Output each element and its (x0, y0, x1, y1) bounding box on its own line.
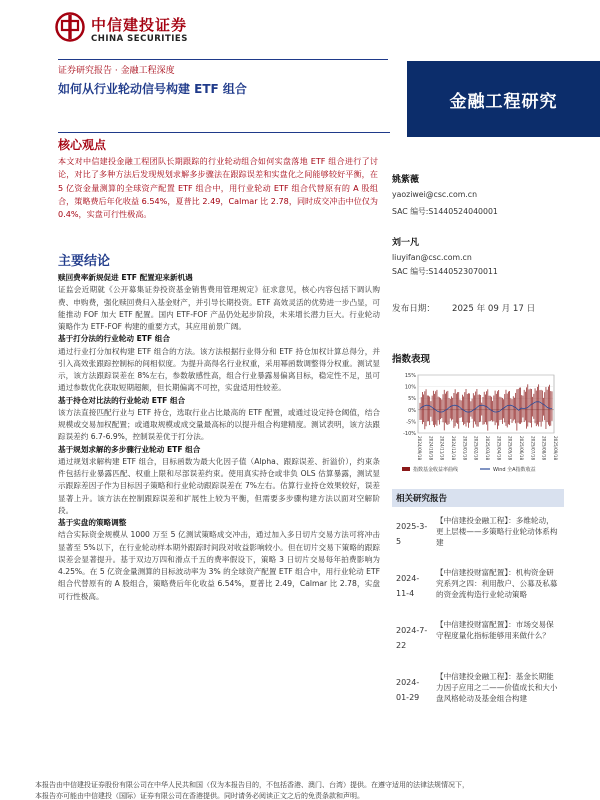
publish-label: 发布日期： (392, 304, 435, 314)
x-tick-label: 2025/05/18 (507, 436, 513, 461)
related-report-date: 2025-3-5 (396, 522, 428, 546)
related-report-date: 2024-01-29 (396, 678, 420, 702)
x-tick-label: 2025/02/18 (473, 436, 479, 461)
index-performance-chart (392, 367, 562, 477)
header-divider (58, 59, 388, 60)
x-tick-label: 2025/04/18 (496, 436, 502, 461)
x-tick-label: 2024/11/18 (439, 436, 445, 461)
logo-mark-icon (55, 12, 85, 42)
analyst-sac: SAC 编号:S1440524040001 (392, 207, 498, 216)
related-report-title[interactable]: 【中信建投财富配置】：市场交易保守程度量化指标能够用来做什么？ (436, 620, 554, 640)
related-research (392, 489, 564, 715)
analyst-name: 刘一凡 (392, 238, 420, 248)
x-tick-label: 2025/06/18 (519, 436, 524, 461)
section-heading: 基于规划求解的多步骤行业轮动 ETF 组合 (58, 444, 201, 454)
index-chart-svg (392, 367, 562, 477)
section-heading: 基于打分法的行业轮动 ETF 组合 (58, 334, 170, 344)
section-text: 证监会近期就《公开募集证券投资基金销售费用管理规定》征求意见，核心内容包括下调认购费、申购费，强化赎回费归入基金财产，并引导长期投资。ETF 高效灵活的优势进一步凸显，可能推动 FOF 加大 ETF 配置。国内 ETF-FOF 产品仍处起步阶段，未来增长潜力巨大。行业轮动策略作为 ETF-FOF 构建的重要方式，其应用前景广阔。 (58, 285, 380, 331)
related-research-title: 相关研究报告 (392, 489, 564, 507)
related-report-title[interactable]: 【中信建投财富配置】：机构资金研究系列之四：利用散户、公募及私募的资金流构造行业轮动策略 (436, 568, 558, 599)
x-tick-label: 2025/07/18 (530, 436, 536, 461)
y-tick-label: 5% (408, 396, 416, 403)
x-tick-label: 2025/09/18 (553, 436, 558, 461)
conclusion-heading: 主要结论 (58, 254, 111, 269)
x-tick-label: 2025/03/18 (485, 436, 490, 461)
section-heading: 基于实盘的策略调整 (58, 518, 127, 527)
y-tick-label: -10% (403, 431, 416, 437)
related-report-item[interactable] (392, 567, 564, 611)
report-title: 如何从行业轮动信号构建 ETF 组合 (58, 82, 247, 96)
series-line (420, 402, 552, 412)
brand-logo (55, 12, 225, 48)
legend-label: Wind 全A指数收益 (493, 467, 536, 473)
report-type: 证券研究报告 · 金融工程深度 (58, 66, 175, 76)
related-report-date: 2024-11-4 (396, 574, 420, 598)
disclaimer-line: 本报告由中信建投证券股份有限公司在中华人民共和国（仅为本报告目的，不包括香港、澳门、台湾）提供。在遵守适用的法律法规情况下， (35, 781, 469, 789)
publish-date: 2025 年 09 月 17 日 (452, 304, 536, 314)
section-heading: 基于持仓对比法的行业轮动 ETF 组合 (58, 395, 186, 405)
legend-swatch (402, 467, 410, 471)
section-text: 该方法直接匹配行业与 ETF 持仓，选取行业占比最高的 ETF 配置，或通过设定持仓阈值，结合规模或交易加权配置；或通取规模或成交量最高标的以提升组合构建精度。测试表明，该方法跟踪误差约 6.7-6.9%，控制误差优于打分法。 (58, 407, 380, 442)
y-tick-label: 10% (404, 384, 416, 391)
analyst-email[interactable]: liuyifan@csc.com.cn (392, 253, 472, 262)
y-tick-label: 15% (404, 373, 416, 379)
related-report-title[interactable]: 【中信建投金融工程】：多维轮动，更上层楼——多策略行业轮动体系构建 (436, 516, 558, 547)
x-tick-label: 2025/01/18 (462, 436, 468, 461)
legend-label: 指数基金收益率曲线 (413, 467, 459, 473)
x-tick-label: 2024/09/18 (417, 436, 422, 461)
related-report-item[interactable] (392, 671, 564, 715)
conclusion-body (58, 272, 380, 603)
x-tick-label: 2024/10/18 (428, 436, 434, 461)
disclaimer-footer (35, 780, 585, 800)
y-tick-label: -5% (406, 419, 416, 426)
y-tick-label: 0% (408, 407, 416, 414)
analyst-name: 姚紫薇 (392, 175, 420, 185)
related-report-date: 2024-7-22 (396, 626, 428, 650)
analyst-sac: SAC 编号:S1440523070011 (392, 267, 498, 276)
title-divider (58, 132, 390, 133)
x-tick-label: 2025/08/18 (541, 436, 547, 461)
index-performance-title: 指数表现 (392, 354, 431, 365)
section-heading: 赎回费率新规促进 ETF 配置迎来新机遇 (58, 273, 193, 282)
brand-name-cn: 中信建投证券 (91, 16, 188, 34)
section-text: 通过行业打分加权构建 ETF 组合的方法。该方法根据行业得分和 ETF 持仓加权计算总得分，并引入高效张跟踪控制标的间相似度。为提升高得名行业权重，采用幂函数调整得分权重。测试显示，该方法跟踪误差在 8%左右，参数敏感性高，组合行业暴露易偏离目标，稳定性不足，虽可通过参数优化获取短期超额，但长期偏离不可控，实盘适用性较差。 (58, 346, 380, 393)
disclaimer-line: 本报告亦可能由中信建投（国际）证券有限公司在香港提供。同时请务必阅读正文之后的免责条款和声明。 (35, 792, 364, 800)
brand-name-en: CHINA SECURITIES (91, 34, 188, 44)
abstract-text: 本文对中信建投金融工程团队长期跟踪的行业轮动组合如何实盘落地 ETF 组合进行了讨论，对比了多种方法后发现规划求解多步骤法在跟踪误差和实盘化之间能够较好平衡，在 5 亿资金量测算的全球资产配置 ETF 组合中，用行业轮动 ETF 组合代替原有的 A 股组合，策略费后年化收益 6.54%，夏普比 2.49，Calmar 比 2.78，同时成交冲击中位仅为 0.4%，实盘可行性极高。 (58, 156, 378, 220)
related-report-title[interactable]: 【中信建投金融工程】：基金长期能力因子应用之二——价值成长和大小盘风格轮动及基金组合构建 (436, 672, 558, 703)
section-text: 通过规划求解构建 ETF 组合，目标函数为最大化因子值（Alpha、跟踪误差、折溢价），约束条件包括行业暴露匹配、权重上限和尽部误差约束。使用真实持仓或非负 OLS 估算暴露，测试显示跟踪差因子作为目标因子策略和行业轮动跟踪误差在 7%左右。估算行业持仓效果较好，误差显著上升。该方法在控制跟踪误差和扩展性上较为平衡，但需要多步骤构建方法以面对空解阶段。 (58, 456, 380, 515)
related-report-item[interactable] (392, 515, 564, 559)
related-report-item[interactable] (392, 619, 564, 663)
section-text: 结合实际资金规模从 1000 万至 5 亿测试策略成交冲击，通过加入多日切片交易方法可将冲击显著至 5%以下，在行业轮动样本期外跟踪时间段对收益影响较小。但在切片交易下策略的跟踪误差会显著提升。基于双边万四和滑点千五的费率假设下，策略 3 日切片交易每年拍费影响为 4.25%。在 5 亿资金量测算的目标波动率为 3% 的全球资产配置 ETF 组合中，用行业轮动 ETF 组合代替原有的 A 股组合，策略费后年化收益 6.54%，夏普比 2.49，Calmar 比 2.78，实盘可行性极高。 (58, 530, 380, 601)
section-banner: 金融工程研究 (407, 61, 600, 137)
x-tick-label: 2024/12/18 (451, 436, 456, 461)
analyst-email[interactable]: yaoziwei@csc.com.cn (392, 190, 478, 199)
core-view-heading: 核心观点 (58, 138, 107, 152)
